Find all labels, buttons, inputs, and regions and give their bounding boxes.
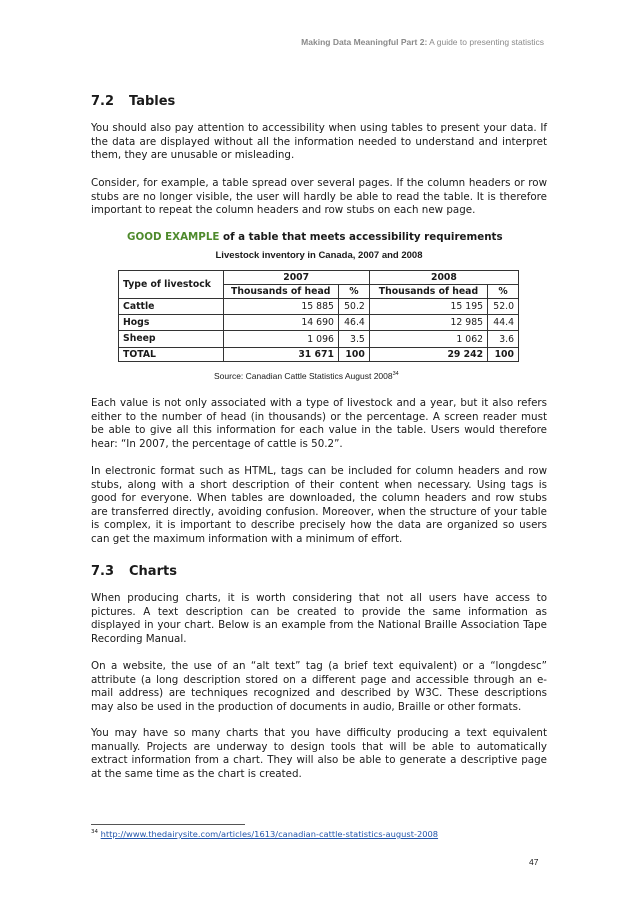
cell-value: 15 195 <box>369 299 487 315</box>
total-stub: TOTAL <box>119 348 224 362</box>
total-value: 29 242 <box>369 348 487 362</box>
example-caption-text: of a table that meets accessibility requirements <box>219 231 503 243</box>
subheader-percent-2008: % <box>488 285 519 299</box>
table-total-row <box>119 348 519 362</box>
paragraph: When producing charts, it is worth considering that not all users have access to pictures. A text description can be created to provide the same information as displayed in your chart. Below is an example from the National Braille Association Tape Recording Manual. <box>91 592 547 645</box>
section-number: 7.2 <box>91 94 115 109</box>
page-number: 47 <box>529 857 539 867</box>
cell-percent: 3.6 <box>488 331 519 348</box>
cell-value: 15 885 <box>223 299 338 315</box>
cell-percent: 46.4 <box>338 315 369 331</box>
footnote-ref: 34 <box>392 371 399 378</box>
header-title-bold: Making Data Meaningful Part 2: <box>301 37 428 47</box>
total-percent: 100 <box>338 348 369 362</box>
section-title: Tables <box>129 94 176 109</box>
year-header-2007: 2007 <box>223 271 369 285</box>
cell-value: 1 062 <box>369 331 487 348</box>
example-caption <box>127 231 503 243</box>
running-header <box>301 37 544 47</box>
footnote-divider <box>91 824 245 825</box>
row-stub: Hogs <box>119 315 224 331</box>
paragraph: Consider, for example, a table spread over several pages. If the column headers or row stubs are no longer visible, the user will hardly be able to read the table. It is therefore important to repeat the column headers and row stubs on each new page. <box>91 177 547 216</box>
table-source <box>214 371 399 381</box>
paragraph: You should also pay attention to accessibility when using tables to present your data. If the data are displayed without all the information needed to understand and interpret them, they are unusable or misleading. <box>91 122 547 161</box>
subheader-thousands-2008: Thousands of head <box>369 285 487 299</box>
cell-percent: 52.0 <box>488 299 519 315</box>
subheader-thousands-2007: Thousands of head <box>223 285 338 299</box>
table-row <box>119 299 519 315</box>
source-text: Source: Canadian Cattle Statistics August 2008 <box>214 371 393 381</box>
section-heading-charts <box>91 564 177 579</box>
footnote-link[interactable]: http://www.thedairysite.com/articles/1613/canadian-cattle-statistics-august-2008 <box>100 829 439 839</box>
livestock-table <box>118 270 519 362</box>
cell-value: 12 985 <box>369 315 487 331</box>
paragraph: Each value is not only associated with a type of livestock and a year, but it also refers either to the number of head (in thousands) or the percentage. A screen reader must be able to give all this information for each value in the table. Users would therefore hear: “In 2007, the percentage of cattle is 50.2”. <box>91 397 547 450</box>
footnote-number: 34 <box>91 829 98 836</box>
cell-value: 14 690 <box>223 315 338 331</box>
year-header-2008: 2008 <box>369 271 518 285</box>
table-row <box>119 315 519 331</box>
cell-value: 1 096 <box>223 331 338 348</box>
stub-header: Type of livestock <box>119 271 224 299</box>
paragraph: You may have so many charts that you have difficulty producing a text equivalent manually. Projects are underway to design tools that will be able to automatically extract information from a chart. They will also be able to generate a descriptive page at the same time as the chart is created. <box>91 727 547 780</box>
good-example-label: GOOD EXAMPLE <box>127 231 220 243</box>
footnote <box>91 829 438 839</box>
table-row <box>119 331 519 348</box>
cell-percent: 50.2 <box>338 299 369 315</box>
section-number: 7.3 <box>91 564 115 579</box>
row-stub: Sheep <box>119 331 224 348</box>
subheader-percent-2007: % <box>338 285 369 299</box>
table-header-row <box>119 271 519 285</box>
table-title: Livestock inventory in Canada, 2007 and 2008 <box>215 250 423 261</box>
paragraph: In electronic format such as HTML, tags can be included for column headers and row stubs, along with a short description of their content when necessary. Using tags is good for everyone. When tables are downloaded, the column headers and row stubs are transferred directly, avoiding confusion. Moreover, when the structure of your table is complex, it is important to describe precisely how the data are organized so users can get the maximum information with a minimum of effort. <box>91 465 547 545</box>
section-heading-tables <box>91 94 175 109</box>
paragraph: On a website, the use of an “alt text” tag (a brief text equivalent) or a “longdesc” attribute (a long description stored on a different page and accessible through an e-mail address) are techniques recognized and described by W3C. These descriptions may also be used in the production of documents in audio, Braille or other formats. <box>91 660 547 713</box>
total-percent: 100 <box>488 348 519 362</box>
section-title: Charts <box>129 564 177 579</box>
row-stub: Cattle <box>119 299 224 315</box>
total-value: 31 671 <box>223 348 338 362</box>
header-title-rest: A guide to presenting statistics <box>427 37 544 47</box>
cell-percent: 44.4 <box>488 315 519 331</box>
cell-percent: 3.5 <box>338 331 369 348</box>
